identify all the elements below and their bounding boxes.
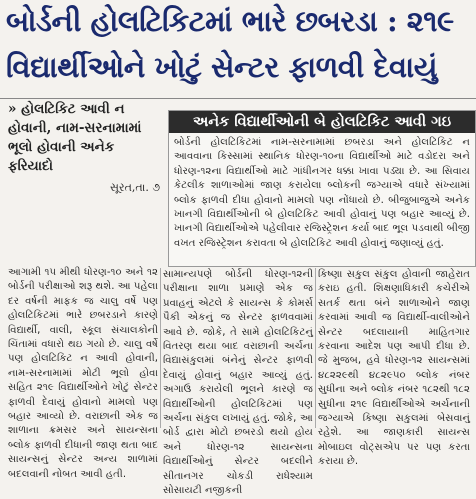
article-column-3: કિષ્ણા સકુલ સંકુલ હોવાની જાહેરાત કરાઇ હતી. શિક્ષણાધિકારી કચેરીએ સતર્ક થતા બંને શાળાઓને જાણ કરવામાં આવી જ વિદ્યાર્થી-વાલીઓને સેન્ટર બદલાયાની માહિતગાર કરવાના આદેશ પણ આપી દીધા છે. જે મુજબ, હવે ધોરણ-૧૨ સાયન્સમાં ૪૮૨૨૯થી ૪૮૨૯૫૦ બ્લોક નંબર સુધીના અને બ્લોક નંબર ૧૮૨થી ૧૮૨ સુધીના ૨૧૯ વિદ્યાર્થીઓએ અર્ચનાની જગ્યાએ કિષ્ણા સકુલમાં બેસવાનું રહેશે. આ જાણકારી સાયન્સ મોબાઇલ વોટ્સએપ પર પણ કરતા કરાયા છે. <box>318 269 470 468</box>
sidebar-text: » હોલટિકિટ આવી ન હોવાની, નામ-સરનામામાં ભૂલો હોવાની અનેક ફરિયાદો <box>8 101 142 174</box>
dateline: સૂરત,તા. ૭ <box>109 181 160 194</box>
sidebar-summary <box>8 100 160 197</box>
sub-story-body: બોર્ડની હોલટિકિટમાં નામ-સરનામામાં છબરડા અને હોલટિકિટ ન આવવાના કિસ્સામાં સ્થાનિક ધોરણ-૧૦ના વિદ્યાર્થીઓ માટે વડોદરા અને ધોરણ-૧૨ના વિદ્યાર્થીઓ માટે ગાંધીનગર ધક્કા ખાવા પડ્યા છે. આ સિવાય કેટલીક શાળાઓમાં જાણ કરાયેલા બ્લોકની જગ્યાએ વધારે સંખ્યામાં બ્લોક ફાળવી દીધા હોવાનો મામલો પણ નોંધાયો છે. બીજુબાજુએ અનેક ખાનગી વિદ્યાર્થીઓની બે હોલટિકિટ આવી હોવાનું પણ બહાર આવ્યું છે. ખાનગી વિદ્યાર્થીઓએ પહેલીવાર રજિસ્ટ્રેશન કર્યા બાદ ભૂલ પડવાથી બીજી વખત રજિસ્ટ્રેશન કરાવતા બે હોલટિકિટ આવી હોવાનું જણાવ્યું હતું. <box>174 137 470 249</box>
article-column-1: આગામી ૧૫ મીથી ધોરણ-૧૦ અને ૧૨ બોર્ડની પરીક્ષાઓ શરૂ થશે. આ પહેલા દર વર્ષની માફક જ ચાલુ વર્ષે પણ હોલટિકિટમાં ભારે છબરડાને કારણે વિદ્યાર્થી, વાલી, સ્કૂલ સંચાલકોની ચિંતામાં વધારો થઇ ગયો છે. ચાલુ વર્ષે પણ હોલટિકિટ ન આવી હોવાની, નામ-સરનામામાં મોટી ભૂલો હોવા સહિત ૨૧૯ વિદ્યાર્થીઓને ખોટું સેન્ટર ફાળવી દેવાયું હોવાનો મામલો પણ બહાર આવ્યો છે. વરાછાની એક જ શાળાના ક્રમસર અને સાયન્સના બ્લોક ફાળવી દીધાની જાણ થતા બાદ સાયન્સનું સેન્ટર અન્ય શાળામાં બદલવાની નોબત આવી હતી. <box>8 267 158 480</box>
headline-line-2: વિદ્યાર્થીઓને ખોટું સેન્ટર ફાળવી દેવાયું <box>6 50 437 84</box>
article-column-2: સામાન્યપણે બોર્ડની ધોરણ-૧૨ની પરીક્ષાના શાળા પ્રમાણે એક જ પ્રવાહનું એટલે કે સાયન્સ કે કોમર્સ પૈકી એકનું જ સેન્ટર ફાળવવામાં આવે છે. જોકે, તે સામે હોલટિકિટનું વિતરણ થયા બાદ વરાછાની અર્ચના વિદ્યાસંકુલમાં બંનેનું સેન્ટર ફાળવી દેવાયું હોવાનું બહાર આવ્યું હતું. અગાઉ કરાયેલી ભૂલને કારણે જ વિદ્યાર્થીઓની હોલટિકિટમાં પણ અર્ચના સંકુલ લખાયું હતું. જોકે, આ બોર્ડ દ્વારા મોટો છબરડો થયો હોય અને ધોરણ-૧૨ સાયન્સના વિદ્યાર્થીઓનું સેન્ટર બદલીને સીતાનગર ચોકડી રાધેશ્યામ સોસાયટી નજીકની <box>163 269 313 497</box>
column-divider-2 <box>315 268 316 428</box>
headline-divider <box>0 98 476 99</box>
column-divider-1 <box>160 268 161 428</box>
headline-line-1: બોર્ડની હોલટિકિટમાં ભારે છબરડા : ૨૧૯ <box>6 4 454 38</box>
sub-story-heading: અનેક વિદ્યાર્થીઓની બે હોલટિકિટ આવી ગઇ <box>169 111 475 133</box>
sub-story-box <box>168 110 476 267</box>
